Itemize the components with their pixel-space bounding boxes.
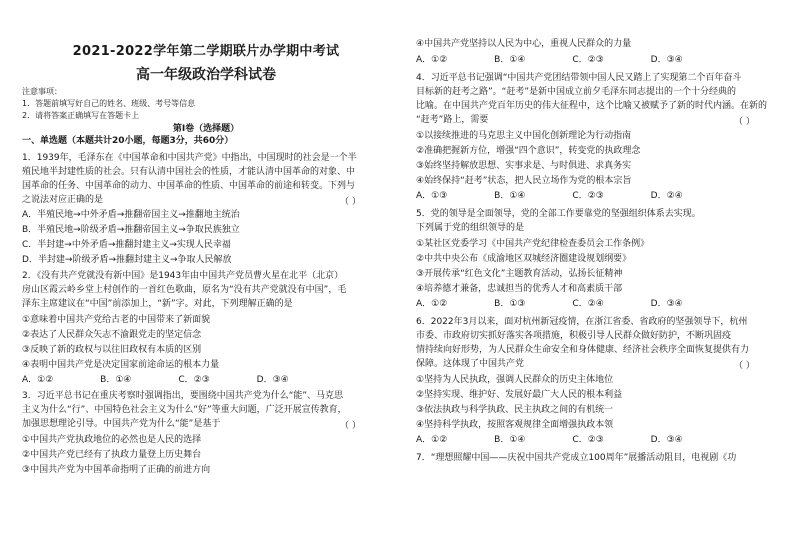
option: D．③④ (256, 375, 289, 385)
item-line: ①坚持为人民执政，强调人民群众的历史主体地位 (416, 375, 614, 385)
question-line: 情持续向好形势，为人民群众生命安全和身体健康、经济社会秩序全面恢复提供有力 (416, 345, 750, 355)
answer-paren: （ ） (340, 421, 361, 431)
question-line: 目标新的赶考之路”。“赶考”是新中国成立前夕毛泽东同志提出的一个十分经典的 (416, 87, 736, 97)
question-line: 3．习近平总书记在重庆考察时强调指出，要围绕中国共产党为什么“能”、马克思 (22, 391, 344, 401)
question-line: “赶考”路上，需要 (416, 115, 489, 125)
option: D．③④ (650, 299, 683, 309)
option: D．③④ (650, 55, 683, 65)
question-line: 下列属于党的组织领导的是 (416, 223, 525, 233)
question-line: 之说法对应正确的是 (22, 195, 104, 205)
item-line: ②坚持实现、维护好、发展好最广大人民的根本利益 (416, 390, 623, 400)
option: C．②③ (572, 55, 604, 65)
question-line: 2．《没有共产党就没有新中国》是1943年由中国共产党员曹火星在北平（北京） (22, 271, 344, 281)
option: A．①② (416, 299, 448, 309)
option-line: C．半封建→中外矛盾→推翻封建主义→实现人民幸福 (22, 240, 231, 250)
question-line: 比喻。在中国共产党百年历史的伟大征程中，这个比喻又被赋予了新的时代内涵。在新的 (416, 101, 768, 111)
note-item: 2．请将答案正确填写在答题卡上 (22, 111, 140, 120)
item-line: ③依法执政与科学执政、民主执政之间的有机统一 (416, 405, 614, 415)
option: B．①④ (494, 55, 526, 65)
right-column (416, 0, 784, 550)
item-line: ④中国共产党坚持以人民为中心，重视人民群众的力量 (416, 39, 632, 49)
note-item: 1．答题前填写好自己的姓名、班级、考号等信息 (22, 99, 196, 108)
question-line: 5．党的领导是全面领导，党的全部工作要靠党的坚强组织体系去实现。 (416, 209, 701, 219)
option-line: A．半殖民地→中外矛盾→推翻帝国主义→推翻地主统治 (22, 210, 240, 220)
section-heading: 一、单选题（本题共计20小题，每题3分，共60分） (22, 136, 234, 146)
question-line: 殖民地半封建性质的社会。只有认清中国社会的性质，才能认清中国革命的对象、中 (22, 167, 356, 177)
option: C．②③ (572, 191, 604, 201)
question-line: 泽东主席建议在“中国”前添加上，“新”字。对此，下列理解正确的是 (22, 299, 293, 309)
question-line: 市委、市政府切实抓好落实各项措施，积极引导人民群众做好防护，不断巩固疫 (416, 331, 732, 341)
option: B．①④ (100, 375, 132, 385)
left-column (22, 0, 390, 550)
exam-title: 2021-2022学年第二学期联片办学期中考试 (72, 44, 340, 59)
options-row (416, 434, 727, 446)
option: C．②③ (178, 375, 210, 385)
item-line: ④表明中国共产党是决定国家前途命运的根本力量 (22, 360, 220, 370)
answer-paren: （ ） (734, 117, 755, 127)
question-line: 4．习近平总书记强调“中国共产党团结带领中国人民又踏上了实现第二个百年奋斗 (416, 73, 742, 83)
item-line: ③开展传承“红色文化”主题教育活动，弘扬长征精神 (416, 269, 623, 279)
item-line: ③中国共产党为中国革命指明了正确的前进方向 (22, 465, 211, 475)
question-line: 主义为什么“行”、中国特色社会主义为什么“好”等重大问题，广泛开展宣传教育， (22, 405, 347, 415)
option: A．①② (416, 55, 448, 65)
question-line: 房山区霞云岭乡堂上村创作的一首红色歌曲，原名为“没有共产党就没有中国”，毛 (22, 285, 347, 295)
question-line: 国革命的任务、中国革命的动力、中国革命的性质、中国革命的前途和转变。下列与 (22, 181, 356, 191)
item-line: ④始终保持“赶考”状态，把人民立场作为党的根本宗旨 (416, 176, 632, 186)
option: A．①③ (416, 191, 448, 201)
question-line: 7．“理想照耀中国——庆祝中国共产党成立100周年”展播活动阻目，电视剧《功 (416, 453, 737, 463)
item-line: ①意味着中国共产党给古老的中国带来了新面貌 (22, 315, 211, 325)
option-line: D．半封建→阶级矛盾→推翻封建主义→争取人民解放 (22, 255, 232, 265)
option: B．①③ (494, 299, 526, 309)
question-line: 加强思想理论引导。中国共产党为什么“能”是基于 (22, 419, 221, 429)
notes-label: 注意事项： (22, 87, 62, 96)
options-row (416, 298, 727, 310)
item-line: ④培养德才兼备，忠诚担当的优秀人才和高素质干部 (416, 284, 623, 294)
question-line: 保障。这体现了中国共产党 (416, 359, 525, 369)
item-line: ④坚持科学执政，按照客观规律全面增强执政本领 (416, 420, 614, 430)
item-line: ①以接续推进的马克思主义中国化创新理论为行动指南 (416, 131, 632, 141)
options-row (416, 190, 727, 202)
item-line: ②准确把握新方位，增强“四个意识”，转变党的执政理念 (416, 146, 641, 156)
option: C．②③ (572, 435, 604, 445)
question-line: 1．1939年，毛泽东在《中国革命和中国共产党》中指出，中国现时的社会是一个半 (22, 153, 357, 163)
option: D．②④ (650, 191, 683, 201)
option-line: B．半殖民地→阶级矛盾→推翻帝国主义→争取民族独立 (22, 225, 240, 235)
option: A．①② (22, 375, 54, 385)
answer-paren: （ ） (340, 197, 361, 207)
option: A．①② (416, 435, 448, 445)
item-line: ③始终坚持解放思想、实事求是、与时俱进、求真务实 (416, 161, 632, 171)
option: B．①④ (494, 435, 526, 445)
option: C．②④ (572, 299, 604, 309)
answer-paren: （ ） (734, 361, 755, 371)
question-line: 6．2022年3月以来，面对杭州新冠疫情，在浙江省委、省政府的坚强领导下，杭州 (416, 317, 748, 327)
options-row (22, 374, 333, 386)
option: B．①④ (494, 191, 526, 201)
item-line: ③反映了新的政权与以往旧政权有本质的区别 (22, 345, 202, 355)
item-line: ①某社区党委学习《中国共产党纪律检查委员会工作条例》 (416, 239, 650, 249)
item-line: ②中共中央公布《成渝地区双城经济圈建设规划纲要》 (416, 254, 632, 264)
option: D．③④ (650, 435, 683, 445)
exam-subtitle: 高一年级政治学科试卷 (136, 67, 276, 83)
item-line: ②中国共产党已经有了执政力量登上历史舞台 (22, 450, 202, 460)
item-line: ②表达了人民群众矢志不渝跟党走的坚定信念 (22, 330, 202, 340)
section-title: 第Ⅰ卷（选择题） (172, 124, 240, 134)
options-row (416, 54, 727, 66)
item-line: ①中国共产党执政地位的必然也是人民的选择 (22, 435, 202, 445)
